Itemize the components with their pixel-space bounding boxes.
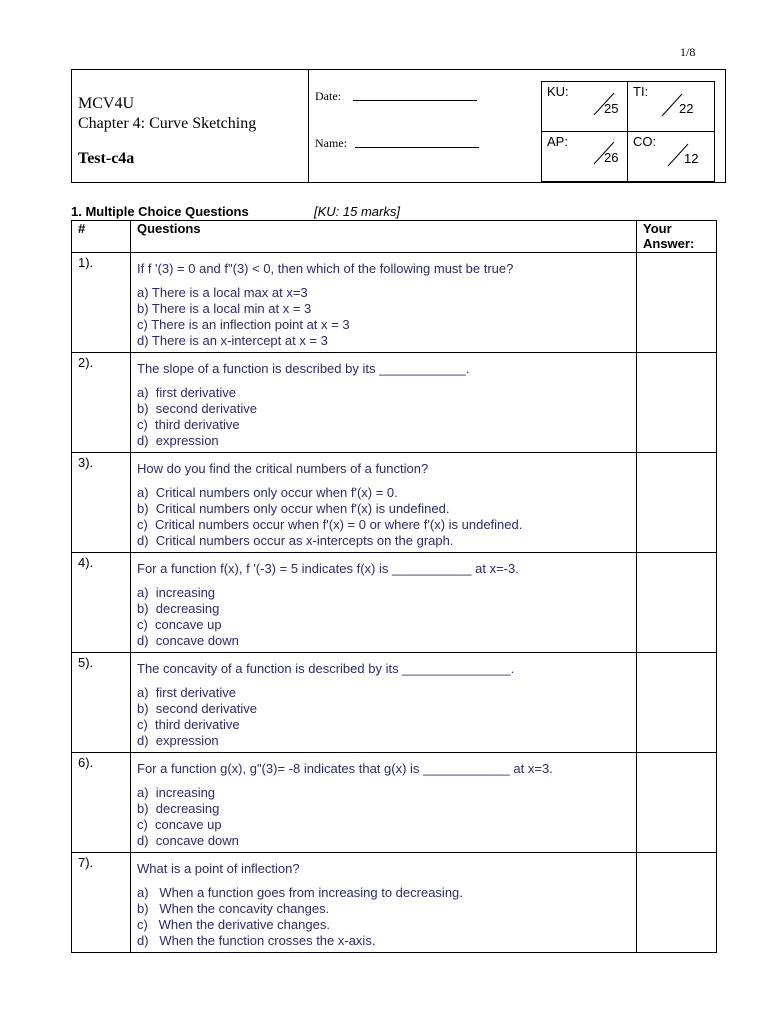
table-row xyxy=(72,653,717,753)
question-text: The slope of a function is described by its ____________. xyxy=(137,361,470,376)
marks-cell-ku xyxy=(542,82,628,132)
name-label: Name: xyxy=(315,136,347,150)
answer-option: c) concave up xyxy=(137,617,222,632)
question-text: How do you find the critical numbers of a function? xyxy=(137,461,429,476)
answer-option: d) When the function crosses the x-axis. xyxy=(137,933,376,948)
table-row xyxy=(72,453,717,553)
answer-option: d) Critical numbers occur as x-intercepts on the graph. xyxy=(137,533,454,548)
marks-label: KU: xyxy=(547,84,569,99)
answer-option: c) When the derivative changes. xyxy=(137,917,330,932)
answer-option: c) There is an inflection point at x = 3 xyxy=(137,317,350,332)
answer-option: b) When the concavity changes. xyxy=(137,901,330,916)
answer-option: a) first derivative xyxy=(137,385,236,400)
answer-option: d) There is an x-intercept at x = 3 xyxy=(137,333,328,348)
question-cell xyxy=(131,853,637,953)
answer-cell[interactable] xyxy=(637,453,717,553)
options-list xyxy=(137,585,636,649)
chapter-title: Chapter 4: Curve Sketching xyxy=(78,115,257,132)
answer-option: a) When a function goes from increasing to decreasing. xyxy=(137,885,463,900)
answer-option: a) increasing xyxy=(137,785,216,800)
marks-total: 25 xyxy=(604,101,619,116)
answer-cell[interactable] xyxy=(637,753,717,853)
course-info xyxy=(72,70,309,182)
question-cell xyxy=(131,253,637,353)
question-cell xyxy=(131,653,637,753)
answer-option: a) increasing xyxy=(137,585,216,600)
name-field[interactable] xyxy=(355,147,479,148)
marks-grid xyxy=(541,81,715,182)
answer-cell[interactable] xyxy=(637,353,717,453)
answer-option: a) Critical numbers only occur when f'(x) = 0. xyxy=(137,485,398,500)
question-number: 1). xyxy=(72,253,131,353)
header-answer: Your Answer: xyxy=(637,221,717,253)
answer-option: b) decreasing xyxy=(137,801,220,816)
answer-cell[interactable] xyxy=(637,653,717,753)
questions-table xyxy=(71,220,717,953)
header-number: # xyxy=(72,221,131,253)
header-questions: Questions xyxy=(131,221,637,253)
marks-label: CO: xyxy=(633,134,657,149)
answer-option: c) third derivative xyxy=(137,417,240,432)
course-code: MCV4U xyxy=(78,95,135,112)
question-text: For a function f(x), f '(-3) = 5 indicates f(x) is ___________ at x=-3. xyxy=(137,561,519,576)
question-number: 4). xyxy=(72,553,131,653)
answer-option: b) second derivative xyxy=(137,401,257,416)
page-number: 1/8 xyxy=(680,45,696,59)
table-row xyxy=(72,553,717,653)
test-title: Test-c4a xyxy=(78,150,135,167)
answer-cell[interactable] xyxy=(637,553,717,653)
marks-total: 12 xyxy=(684,151,699,166)
question-text: If f '(3) = 0 and f"(3) < 0, then which of the following must be true? xyxy=(137,261,514,276)
answer-option: d) expression xyxy=(137,733,219,748)
options-list xyxy=(137,885,636,949)
date-label: Date: xyxy=(315,89,341,103)
marks-cell-co xyxy=(628,132,714,182)
answer-option: b) decreasing xyxy=(137,601,220,616)
table-header-row xyxy=(72,221,717,253)
date-field[interactable] xyxy=(353,100,477,101)
answer-option: b) Critical numbers only occur when f'(x) is undefined. xyxy=(137,501,450,516)
answer-option: a) There is a local max at x=3 xyxy=(137,285,308,300)
answer-option: c) Critical numbers occur when f'(x) = 0 or where f'(x) is undefined. xyxy=(137,517,523,532)
marks-total: 22 xyxy=(679,101,694,116)
answer-option: d) concave down xyxy=(137,633,239,648)
section-marks: [KU: 15 marks] xyxy=(314,204,400,219)
marks-label: TI: xyxy=(633,84,649,99)
question-cell xyxy=(131,453,637,553)
question-number: 7). xyxy=(72,853,131,953)
options-list xyxy=(137,785,636,849)
options-list xyxy=(137,685,636,749)
header-box xyxy=(71,69,726,183)
question-number: 5). xyxy=(72,653,131,753)
answer-cell[interactable] xyxy=(637,253,717,353)
question-cell xyxy=(131,353,637,453)
answer-option: c) concave up xyxy=(137,817,222,832)
options-list xyxy=(137,485,636,549)
table-row xyxy=(72,253,717,353)
question-number: 2). xyxy=(72,353,131,453)
answer-cell[interactable] xyxy=(637,853,717,953)
question-cell xyxy=(131,553,637,653)
answer-option: c) third derivative xyxy=(137,717,240,732)
table-row xyxy=(72,353,717,453)
marks-total: 26 xyxy=(604,150,619,165)
table-row xyxy=(72,853,717,953)
answer-option: b) second derivative xyxy=(137,701,257,716)
question-number: 3). xyxy=(72,453,131,553)
question-cell xyxy=(131,753,637,853)
section-title: 1. Multiple Choice Questions xyxy=(71,204,249,219)
answer-option: b) There is a local min at x = 3 xyxy=(137,301,312,316)
questions-body xyxy=(72,253,717,953)
question-text: The concavity of a function is described by its _______________. xyxy=(137,661,515,676)
question-text: For a function g(x), g"(3)= -8 indicates that g(x) is ____________ at x=3. xyxy=(137,761,553,776)
marks-cell-ti xyxy=(628,82,714,132)
options-list xyxy=(137,285,636,349)
marks-cell-ap xyxy=(542,132,628,182)
answer-option: d) concave down xyxy=(137,833,239,848)
options-list xyxy=(137,385,636,449)
table-row xyxy=(72,753,717,853)
marks-label: AP: xyxy=(547,134,568,149)
answer-option: d) expression xyxy=(137,433,219,448)
question-number: 6). xyxy=(72,753,131,853)
question-text: What is a point of inflection? xyxy=(137,861,300,876)
answer-option: a) first derivative xyxy=(137,685,236,700)
